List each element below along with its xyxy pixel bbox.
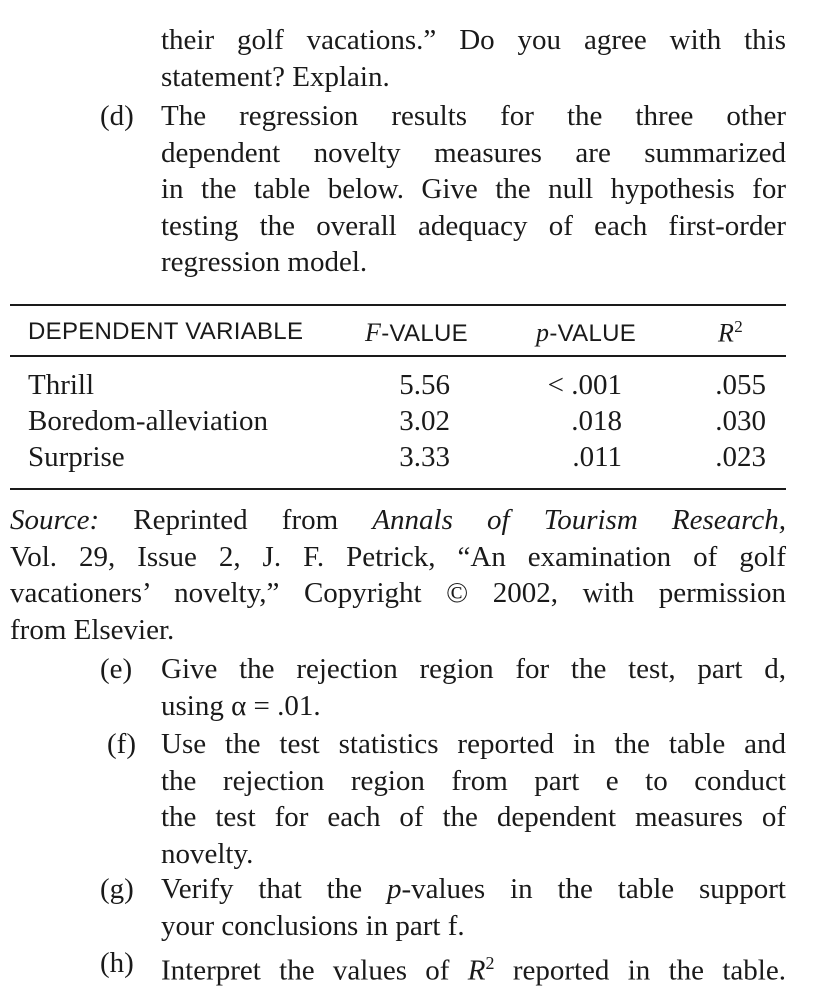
part-label: (e): [100, 653, 133, 685]
header-f-rest: -VALUE: [381, 320, 468, 347]
text-line: in the table below. Give the null hypothesis for: [161, 173, 786, 205]
text-line: Use the test statistics reported in the table and: [161, 728, 786, 760]
text-run: reported in the table.: [494, 954, 786, 987]
source-text: Reprinted from: [99, 504, 373, 536]
text-line: testing the overall adequacy of each first-order: [161, 209, 786, 242]
source-line: [10, 502, 786, 539]
journal-title: Annals of Tourism Research,: [372, 504, 786, 536]
text-line: novelty.: [161, 837, 254, 870]
part-label: (d): [100, 100, 134, 132]
cell-p-value: .018: [571, 405, 622, 437]
source-label: Source:: [10, 504, 100, 536]
text-line: the rejection region from part e to conduct: [161, 764, 786, 797]
cell-r-squared: .055: [715, 369, 766, 401]
cell-f-value: 5.56: [399, 369, 450, 401]
cell-r-squared: .030: [715, 405, 766, 437]
text-run: -values in the table support: [401, 873, 786, 905]
table-row: [0, 369, 840, 405]
part-c-continuation: [161, 22, 786, 95]
source-line: Vol. 29, Issue 2, J. F. Petrick, “An examination of golf: [10, 540, 786, 573]
source-note: [10, 502, 786, 648]
header-r-squared: [718, 317, 743, 349]
cell-p-value: < .001: [547, 369, 622, 401]
part-f: [107, 726, 786, 872]
cell-p-value: .011: [572, 441, 622, 473]
header-r-sup: 2: [734, 317, 743, 336]
part-label: (f): [107, 728, 136, 760]
part-g: [100, 871, 786, 944]
text-line: dependent novelty measures are summarized: [161, 136, 786, 169]
superscript-2: 2: [485, 953, 495, 973]
text-line: Give the rejection region for the test, part d,: [161, 653, 786, 685]
source-line: vacationers’ novelty,” Copyright © 2002, with permission: [10, 577, 786, 609]
text-line: your conclusions in part f.: [161, 909, 465, 942]
text-line: regression model.: [161, 246, 368, 278]
part-h: [100, 945, 786, 989]
header-p-rest: -VALUE: [549, 320, 637, 347]
cell-f-value: 3.33: [399, 441, 450, 473]
text-line: statement? Explain.: [161, 60, 390, 93]
cell-r-squared: .023: [715, 441, 766, 473]
table-header-rule: [10, 355, 786, 357]
table-row: [0, 441, 840, 477]
text-line: [161, 945, 786, 989]
table-top-rule: [10, 304, 786, 306]
header-dependent-variable: DEPENDENT VARIABLE: [28, 318, 304, 345]
table-bottom-rule: [10, 488, 786, 490]
header-f-value: [365, 318, 468, 348]
part-d: [100, 98, 786, 281]
source-line: from Elsevier.: [10, 613, 175, 646]
text-line: using α = .01.: [161, 689, 321, 722]
text-run: Interpret the values of: [161, 954, 468, 987]
text-run: Verify that the: [161, 873, 387, 905]
italic-p: p: [386, 873, 402, 905]
table-row: [0, 405, 840, 441]
text-line: their golf vacations.” Do you agree with this: [161, 24, 786, 56]
text-line: [161, 871, 786, 908]
header-p-value: [536, 318, 636, 348]
part-label: (g): [100, 873, 134, 905]
cell-f-value: 3.02: [399, 405, 450, 437]
part-label: (h): [100, 947, 134, 979]
header-p-italic: p: [536, 318, 550, 347]
cell-variable: Boredom-alleviation: [28, 405, 268, 437]
cell-variable: Surprise: [28, 441, 125, 473]
cell-variable: Thrill: [28, 369, 95, 401]
header-r-var: R: [718, 318, 735, 348]
part-e: [100, 651, 786, 724]
text-line: The regression results for the three other: [161, 100, 786, 132]
header-f-italic: F: [365, 318, 382, 347]
text-line: the test for each of the dependent measures of: [161, 801, 786, 833]
italic-r: R: [467, 954, 486, 987]
